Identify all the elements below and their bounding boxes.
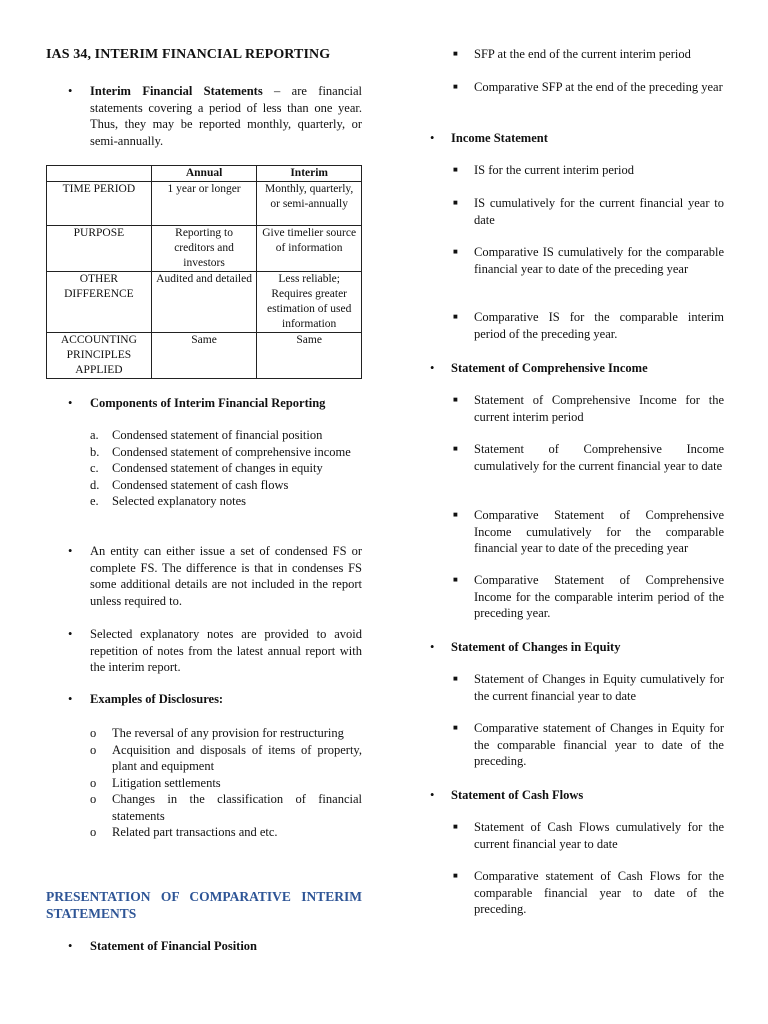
list-item-text: Acquisition and disposals of items of property, plant and equipment bbox=[112, 742, 362, 773]
list-item-text: Comparative statement of Changes in Equity for the comparable financial year to date of the preceding. bbox=[474, 721, 724, 768]
list-item bbox=[90, 742, 362, 775]
is-heading: Income Statement bbox=[451, 131, 548, 145]
list-item-text: Changes in the classification of financial statements bbox=[112, 792, 362, 823]
square-marker: ■ bbox=[453, 395, 458, 404]
components-heading: Components of Interim Financial Reporting bbox=[90, 396, 326, 410]
table-cell: PURPOSE bbox=[47, 226, 152, 272]
table-cell: TIME PERIOD bbox=[47, 182, 152, 226]
table-header-cell: Interim bbox=[257, 166, 362, 182]
list-item-text: Litigation settlements bbox=[112, 775, 221, 790]
bullet-marker: • bbox=[68, 939, 73, 953]
table-cell: Less reliable; Requires greater estimation of used information bbox=[257, 272, 362, 333]
notes-paragraph: Selected explanatory notes are provided to avoid repetition of notes from the latest annual report with the interim report. bbox=[90, 627, 362, 674]
bullet-marker: • bbox=[430, 788, 435, 802]
bullet-marker: • bbox=[430, 131, 435, 145]
table-cell: Give timelier source of information bbox=[257, 226, 362, 272]
square-marker: ■ bbox=[453, 165, 458, 174]
bullet-marker: • bbox=[430, 361, 435, 375]
square-marker: ■ bbox=[453, 247, 458, 256]
components-list bbox=[90, 427, 362, 510]
list-item-text: Statement of Changes in Equity cumulatively for the current financial year to date bbox=[474, 672, 724, 703]
list-item bbox=[90, 460, 362, 477]
circle-marker: o bbox=[90, 825, 97, 839]
disclosures-heading: Examples of Disclosures: bbox=[90, 692, 224, 706]
bullet-marker: • bbox=[68, 692, 73, 706]
square-marker: ■ bbox=[453, 312, 458, 321]
scf-heading: Statement of Cash Flows bbox=[451, 788, 584, 802]
list-item-text: Condensed statement of comprehensive income bbox=[112, 444, 351, 459]
list-item-text: Condensed statement of cash flows bbox=[112, 477, 289, 492]
square-marker: ■ bbox=[453, 444, 458, 453]
table-cell: Same bbox=[151, 333, 257, 379]
table-cell: 1 year or longer bbox=[151, 182, 257, 226]
list-item-text: Comparative IS for the comparable interim period of the preceding year. bbox=[474, 310, 724, 341]
table-row bbox=[47, 182, 362, 226]
list-item bbox=[90, 775, 362, 792]
list-item-text: SFP at the end of the current interim period bbox=[474, 47, 691, 61]
list-item bbox=[90, 493, 362, 510]
list-item bbox=[90, 725, 362, 742]
list-item-text: Related part transactions and etc. bbox=[112, 825, 278, 839]
table-header-cell: Annual bbox=[151, 166, 257, 182]
circle-marker: o bbox=[90, 775, 97, 790]
bullet-marker: • bbox=[68, 84, 73, 98]
list-marker: c. bbox=[90, 461, 99, 475]
condensed-paragraph: An entity can either issue a set of condensed FS or complete FS. The difference is that in condenses FS some additional details are not included in the report unless required to. bbox=[90, 544, 362, 608]
bullet-marker: • bbox=[68, 396, 73, 410]
sce-heading: Statement of Changes in Equity bbox=[451, 640, 621, 654]
intro-text bbox=[90, 83, 362, 149]
square-marker: ■ bbox=[453, 822, 458, 831]
circle-marker: o bbox=[90, 726, 97, 740]
page-title: IAS 34, INTERIM FINANCIAL REPORTING bbox=[46, 47, 331, 62]
circle-marker: o bbox=[90, 792, 97, 806]
list-item-text: Comparative Statement of Comprehensive Income for the comparable interim period of the preceding year. bbox=[474, 573, 724, 620]
table-row bbox=[47, 333, 362, 379]
list-item-text: Comparative IS cumulatively for the comparable financial year to date of the preceding year bbox=[474, 245, 724, 276]
list-marker: a. bbox=[90, 428, 99, 442]
table-cell: Same bbox=[257, 333, 362, 379]
list-item bbox=[90, 477, 362, 494]
table-cell: Reporting to creditors and investors bbox=[151, 226, 257, 272]
list-item bbox=[90, 444, 362, 461]
list-item bbox=[90, 791, 362, 824]
list-item-text: IS cumulatively for the current financial year to date bbox=[474, 196, 724, 227]
intro-definition: – are financial statements covering a period of less than one year. Thus, they may be reported monthly, quarterly, or semi-annually. bbox=[90, 84, 363, 148]
square-marker: ■ bbox=[453, 674, 458, 683]
bullet-marker: • bbox=[68, 627, 73, 641]
list-item-text: IS for the current interim period bbox=[474, 163, 635, 177]
list-item-text: Selected explanatory notes bbox=[112, 494, 246, 508]
table-cell: Monthly, quarterly, or semi-annually bbox=[257, 182, 362, 226]
square-marker: ■ bbox=[453, 198, 458, 207]
list-item bbox=[90, 427, 362, 444]
table-cell: OTHER DIFFERENCE bbox=[47, 272, 152, 333]
sci-heading: Statement of Comprehensive Income bbox=[451, 361, 648, 375]
list-item-text: Statement of Cash Flows cumulatively for the current financial year to date bbox=[474, 820, 724, 851]
table-header-cell bbox=[47, 166, 152, 182]
table-row bbox=[47, 226, 362, 272]
list-marker: d. bbox=[90, 477, 100, 492]
list-marker: b. bbox=[90, 444, 100, 459]
section-heading: PRESENTATION OF COMPARATIVE INTERIM STATEMENTS bbox=[46, 889, 362, 921]
list-item-text: Statement of Comprehensive Income for the current interim period bbox=[474, 393, 724, 424]
list-item bbox=[90, 824, 362, 841]
list-item-text: Comparative SFP at the end of the preceding year bbox=[474, 80, 723, 94]
comparison-table bbox=[46, 165, 362, 379]
square-marker: ■ bbox=[453, 723, 458, 732]
list-item-text: Condensed statement of changes in equity bbox=[112, 461, 323, 475]
table-header-row bbox=[47, 166, 362, 182]
bullet-marker: • bbox=[68, 544, 73, 558]
list-item-text: The reversal of any provision for restructuring bbox=[112, 726, 344, 740]
bullet-marker: • bbox=[430, 640, 435, 654]
square-marker: ■ bbox=[453, 575, 458, 584]
square-marker: ■ bbox=[453, 49, 458, 58]
list-item-text: Comparative statement of Cash Flows for the comparable financial year to date of the preceding. bbox=[474, 869, 724, 916]
intro-term: Interim Financial Statements bbox=[90, 84, 263, 98]
list-item-text: Statement of Comprehensive Income cumulatively for the current financial year to date bbox=[474, 442, 724, 473]
square-marker: ■ bbox=[453, 82, 458, 91]
list-marker: e. bbox=[90, 494, 99, 508]
table-row bbox=[47, 272, 362, 333]
table-cell: ACCOUNTING PRINCIPLES APPLIED bbox=[47, 333, 152, 379]
table-cell: Audited and detailed bbox=[151, 272, 257, 333]
list-item-text: Comparative Statement of Comprehensive Income cumulatively for the comparable financial year to date of the preceding year bbox=[474, 508, 724, 555]
list-item-text: Condensed statement of financial position bbox=[112, 428, 323, 442]
circle-marker: o bbox=[90, 742, 97, 757]
disclosures-list bbox=[90, 725, 362, 841]
sfp-heading: Statement of Financial Position bbox=[90, 939, 258, 953]
square-marker: ■ bbox=[453, 510, 458, 519]
square-marker: ■ bbox=[453, 871, 458, 880]
